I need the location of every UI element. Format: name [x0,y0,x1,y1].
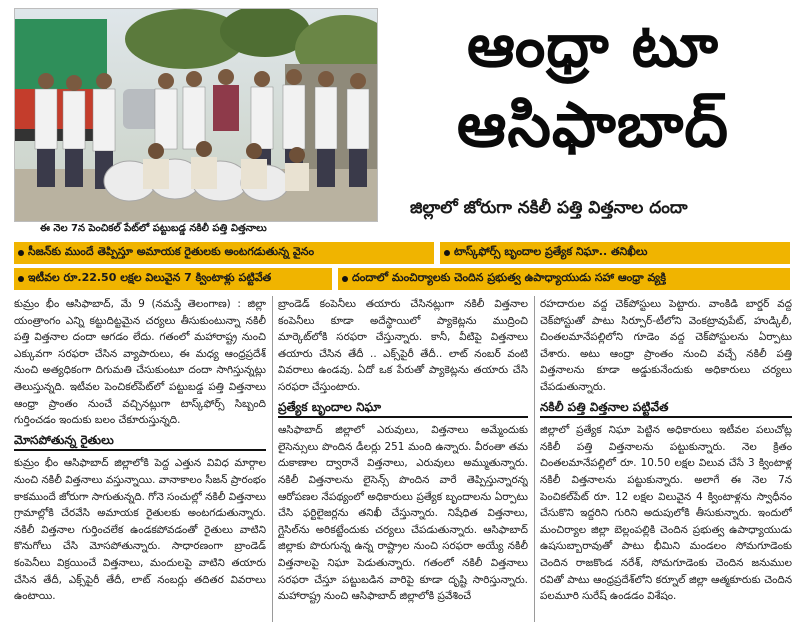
article-column-1 [14,296,266,622]
bullet-icon [342,276,348,282]
news-photo [14,8,378,222]
highlight-text-4: దందాలో మంచిర్యాలకు చెందిన ప్రభుత్వ ఉపాధ్యాయుడు సహా ఆంధ్రా వ్యక్తి [352,271,666,284]
highlight-bar-1 [14,242,434,264]
paragraph: కుమ్రం భీం ఆసిఫాబాద్, మే 9 (నమస్తే తెలంగాణ) : జిల్లా యంత్రాంగం ఎన్ని కట్టుదిట్టమైన చర్యలు తీసుకుంటున్నా నకిలీ పత్తి విత్తనాల దందా ఆగడం లేదు. గతంలో మహారాష్ట్ర నుంచి ఎక్కువగా సరఫరా చేసిన వ్యాపారులు, ఈ మధ్య ఆంధ్రప్రదేశ్ నుంచి అత్యధికంగా దిగుమతి చేసుకుంటూ దందా సాగిస్తున్నట్లు తెలుస్తున్నది. ఇటీవల పెంచికల్‌పేట్‌లో పట్టుబడ్డ పత్తి విత్తనాలు ఆంధ్రా ప్రాంతం నుంచే వచ్చినట్లుగా టాస్క్‌ఫోర్స్ సిబ్బంది గుర్తించడం ఇందుకు బలం చేకూరుస్తున్నది. [14,298,266,427]
bullet-icon [444,250,450,256]
paragraph: బ్రాండెడ్ కంపెనీలు తయారు చేసినట్లుగా నకిలీ విత్తనాల కంపెనీలు కూడా అదేస్థాయిలో ప్యాకెట్లను ముద్రించి మార్కెట్‌లోకి సరఫరా చేస్తున్నారు. కానీ, వీటిపై విత్తనాలు తయారు చేసిన తేదీ .. ఎక్స్‌పైరీ తేదీ.. లాట్ నంబర్ వంటి వివరాలు ఉండవు. ఏదో ఒక పేరుతో ప్యాకెట్లను తయారు చేసి సరఫరా చేస్తుంటారు. [278,298,528,393]
section-heading: మోసపోతున్న రైతులు [14,432,266,452]
headline-line-1: ఆంధ్రా టూ [467,11,719,81]
bullet-icon [18,250,24,256]
subheading: జిల్లాలో జోరుగా నకిలీ పత్తి విత్తనాల దందా [410,198,688,218]
paragraph: రహదారుల వద్ద చెక్‌పోస్టులు పెట్టారు. వాంకిడి బార్డర్ వద్ద చెక్‌పోస్టుతో పాటు సిర్పూర్-టీలోని వెంకట్రావుపేట్, హుడ్కిలీ, చింతలమానేపల్లిలోని గూడెం వద్ద చెక్‌పోస్టులను ఏర్పాటు చేశారు. అటు ఆంధ్రా ప్రాంతం నుంచి వచ్చే నకిలీ పత్తి విత్తనాలను కూడా అడ్డుకునేందుకు అధికారులు చర్యలు చేపడుతున్నారు. [540,298,792,393]
highlight-text-1: సీజన్‌కు ముందే తెప్పిస్తూ అమాయక రైతులకు అంటగడుతున్న వైనం [28,245,315,258]
headline [392,6,794,178]
photo-caption: ఈ నెల 7న పెంచికల్ పేట్‌లో పట్టుబడ్డ నకిలీ పత్తి విత్తనాలు [40,223,267,234]
bullet-icon [18,276,24,282]
highlight-text-2: టాస్క్‌ఫోర్స్ బృందాల ప్రత్యేక నిఘా.. తనిఖీలు [454,245,648,258]
headline-line-2: ఆసిఫాబాద్ [456,88,730,161]
highlight-bar-2 [440,242,790,264]
article-column-2 [278,296,528,622]
column-divider [534,296,535,622]
article-column-3 [540,296,792,622]
highlight-bar-4 [338,268,790,290]
paragraph: ఆసిఫాబాద్ జిల్లాలో ఎరువులు, విత్తనాలు అమ్మేందుకు లైసెన్సులు పొందిన డీలర్లు 251 మంది ఉన్నారు. వీరంతా తమ దుకాణాల ద్వారానే విత్తనాలు, ఎరువులు అమ్ముతున్నారు. నకిలీ విత్తనాలను లైసెన్స్ పొందిన వారే తెప్పిస్తున్నారన్న ఆరోపణల నేపథ్యంలో అధికారులు ప్రత్యేక బృందాలను ఏర్పాటు చేసి ఫర్టిలైజర్లను తనిఖీ చేస్తున్నారు. నిషేధిత విత్తనాలు, గ్లైసిల్‌ను అరికట్టేందుకు చర్యలు చేపడుతున్నారు. ఆసిఫాబాద్ జిల్లాకు పొరుగున్న ఉన్న రాష్ట్రాల నుంచి సరఫరా అయ్యే నకిలీ విత్తనాలపై నిఘా పెడుతున్నారు. గతంలో నకిలీ విత్తనాలు సరఫరా చేస్తూ పట్టుబడిన వారిపై కూడా దృష్టి సారిస్తున్నారు. మహారాష్ట్ర నుంచి ఆసిఫాబాద్ జిల్లాలోకి ప్రవేశించే [278,424,528,603]
photo-illustration [15,9,377,221]
highlight-bar-3 [14,268,332,290]
column-divider [272,296,273,622]
section-heading: నకిలీ పత్తి విత్తనాల పట్టివేత [540,399,792,419]
section-heading: ప్రత్యేక బృందాల నిఘా [278,399,528,419]
paragraph: జిల్లాలో ప్రత్యేక నిఘా పెట్టిన అధికారులు ఇటీవల పలుచోట్ల నకిలీ పత్తి విత్తనాలను పట్టుకున్నారు. నెల క్రితం చింతలమానేపల్లిలో రూ. 10.50 లక్షల విలువ చేసే 3 క్వింటాళ్ల నకిలీ విత్తనాలను పట్టుకున్నారు. అలాగే ఈ నెల 7న పెంచికల్‌పేట్ రూ. 12 లక్షల విలువైన 4 క్వింటాళ్లను స్వాధీనం చేసుకొని ఇద్దరిని గురిని అదుపులోకి తీసుకున్నారు. ఇందులో మంచిర్యాల జిల్లా బెల్లంపల్లికి చెందిన ప్రభుత్వ ఉపాధ్యాయుడు ఉషసుబ్బారావుతో పాటు భీమిని మండలం సోమగూడెంకు చెందిన రాజకొండ నరేశ్, సోమగూడెంకు చెందిన జనుముల రవితో పాటు ఆంధ్రప్రదేశ్‌లోని కర్నూల్ జిల్లా ఆత్మకూరుకు చెందిన పలమూరి సురేష్ ఉండడం విశేషం. [540,424,792,603]
paragraph: కుమ్రం భీం ఆసిఫాబాద్ జిల్లాలోకి పెద్ద ఎత్తున వివిధ మార్గాల నుంచి నకిలీ విత్తనాలు వస్తున్నాయి. వానాకాలం సీజన్ ప్రారంభం కాకముందే జోరుగా సాగుతున్నది. గోనె సంచుల్లో నకిలీ విత్తనాలు గ్రామాల్లోకి చేరవేసి అమాయక రైతులకు అంటగడుతున్నారు. నకిలీ విత్తనాల గుర్తించలేక ఉండకపోవడంతో రైతులు వాటిని కొనుగోలు చేసి మోసపోతున్నారు. సాధారణంగా బ్రాండెడ్ కంపెనీలు విక్రయించే విత్తనాలు, మందులపై వాటిని తయారు చేసిన తేదీ, ఎక్స్‌పైరీ తేదీ, లాట్ నంబర్లు తదితర వివరాలు ఉంటాయి. [14,457,266,603]
highlight-text-3: ఇటీవల రూ.22.50 లక్షల విలువైన 7 క్వింటాళ్లు పట్టివేత [28,271,272,284]
